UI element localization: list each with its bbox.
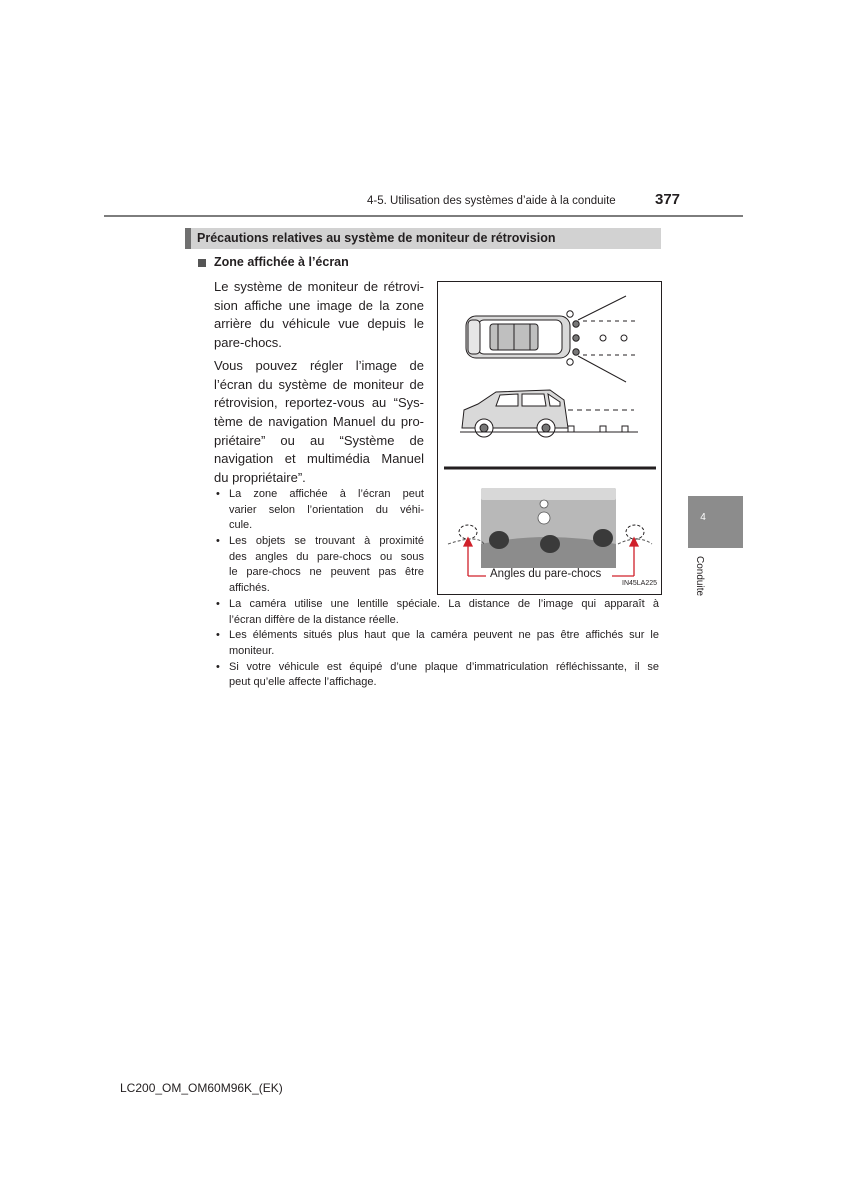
guide-lines-top <box>578 296 638 382</box>
subsection-title: Zone affichée à l’écran <box>214 255 349 269</box>
text-line: moniteur. <box>229 645 275 658</box>
chapter-number: 4 <box>700 512 706 523</box>
text-line: tème de navigation Manuel du pro- <box>214 414 424 430</box>
paragraph-1 <box>214 278 424 353</box>
bullet-dot: • <box>216 660 220 673</box>
bullet-dot: • <box>216 488 220 500</box>
sensor-dots-top <box>567 311 627 365</box>
bullet-dot: • <box>216 535 220 548</box>
car-side-view-icon <box>460 390 638 437</box>
text-line: navigation et multimédia Manuel <box>214 451 424 467</box>
list-item <box>214 597 659 628</box>
rear-view-illustration <box>437 281 662 595</box>
text-line: arrière du véhicule vue depuis le <box>214 316 424 332</box>
text-line: Vous pouvez régler l’image de <box>214 358 424 373</box>
text-line: du propriétaire”. <box>214 470 306 486</box>
bullet-list-narrow <box>214 487 424 597</box>
bullet-dot: • <box>216 598 220 610</box>
text-line: Les objets se trouvant à proximité <box>229 535 424 548</box>
text-line: Si votre véhicule est équipé d’une plaque d’immatriculation réfléchissante, il se <box>229 660 659 673</box>
list-item <box>214 534 424 597</box>
document-footer: LC200_OM_OM60M96K_(EK) <box>120 1081 283 1095</box>
text-line: l’écran diffère de la distance réelle. <box>229 613 399 626</box>
text-line: varier selon l’orientation du véhi- <box>229 503 424 516</box>
text-line: rétrovision, reportez-vous au “Sys- <box>214 395 424 411</box>
text-line: pare-chocs. <box>214 335 282 351</box>
text-line: La caméra utilise une lentille spéciale. La distance de l’image qui apparaît à <box>229 598 659 610</box>
list-item <box>214 487 424 534</box>
list-item <box>214 660 659 691</box>
running-header: 4-5. Utilisation des systèmes d’aide à la conduite <box>367 195 616 207</box>
text-line: La zone affichée à l’écran peut <box>229 488 424 500</box>
paragraph-2 <box>214 357 424 488</box>
bullet-list-wide <box>214 597 659 691</box>
illustration-drawing <box>438 282 663 596</box>
text-line: sion affiche une image de la zone <box>214 297 424 313</box>
section-title: Précautions relatives au système de moniteur de rétrovision <box>197 231 556 245</box>
bullet-dot: • <box>216 629 220 642</box>
text-line: des angles du pare-chocs ou sous <box>229 550 424 563</box>
text-line: l’écran du système de moniteur de <box>214 376 424 392</box>
figure-code: IN45LA225 <box>622 580 658 587</box>
text-line: peut qu’elle affecte l’affichage. <box>229 676 377 689</box>
header-rule <box>104 215 743 217</box>
text-line: Les éléments situés plus haut que la caméra peuvent ne pas être affichés sur le <box>229 629 659 642</box>
chapter-label: Conduite <box>694 556 705 597</box>
list-item <box>214 628 659 659</box>
camera-screen-view <box>481 488 616 568</box>
text-line: affichés. <box>229 582 270 595</box>
text-line: priétaire” ou au “Système de <box>214 432 424 448</box>
text-line: Le système de moniteur de rétrovi- <box>214 279 424 294</box>
square-bullet-icon <box>198 259 206 267</box>
bumper-corners-label: Angles du pare-chocs <box>490 568 602 580</box>
car-top-view-icon <box>466 316 570 358</box>
text-line: le pare-chocs ne peuvent pas être <box>229 566 424 579</box>
text-line: cule. <box>229 519 253 532</box>
section-heading <box>185 228 661 249</box>
page-number: 377 <box>655 191 681 208</box>
